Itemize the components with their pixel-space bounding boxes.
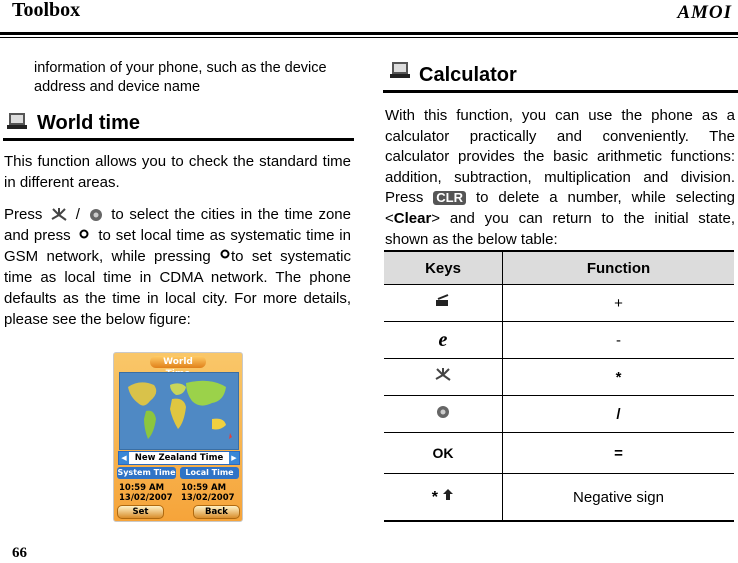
next-zone-icon[interactable]: ▶ bbox=[229, 452, 239, 464]
table-row bbox=[384, 285, 734, 322]
para2-select: to select the cities in the time zone and press bbox=[4, 206, 351, 244]
table-row bbox=[384, 474, 734, 522]
world-time-para1: This function allows you to check the standard time in different areas. bbox=[4, 153, 351, 191]
section-heading-calculator: Calculator bbox=[419, 64, 517, 86]
local-date-value: 13/02/2007 bbox=[181, 493, 235, 503]
function-value: * bbox=[503, 359, 735, 396]
para2-cdma: to set systematic time as local time in CDMA network. The phone defaults as the time in local city. For more details, please see the below figure: bbox=[4, 248, 352, 328]
ok-key-icon bbox=[75, 228, 93, 244]
section-icon bbox=[389, 61, 410, 80]
page-number: 66 bbox=[12, 545, 27, 561]
zone-selector[interactable] bbox=[118, 451, 240, 465]
camera-key-icon bbox=[86, 206, 106, 224]
section-heading-world-time: World time bbox=[37, 112, 140, 134]
para2-gsm: to set local time as systematic time in GSM network, while pressing bbox=[4, 227, 351, 265]
clear-word: Clear bbox=[393, 209, 432, 227]
prev-zone-icon[interactable]: ◀ bbox=[119, 452, 129, 464]
zone-name: New Zealand Time bbox=[134, 453, 224, 463]
world-map-graphic bbox=[120, 373, 238, 449]
shift-key-icon bbox=[442, 488, 454, 502]
function-value: / bbox=[503, 396, 735, 433]
calc-para-c: > and you can return to the initial state, shown as the below table: bbox=[385, 209, 735, 248]
ok-key-label: OK bbox=[432, 444, 454, 461]
brand-logo: AMOI bbox=[677, 2, 732, 23]
world-time-para2 bbox=[4, 204, 351, 330]
table-row bbox=[384, 322, 734, 359]
header-rule-thin bbox=[0, 37, 738, 38]
ok-key-icon bbox=[219, 249, 231, 265]
camera-key-icon bbox=[434, 404, 452, 420]
browser-key-icon: e bbox=[438, 328, 448, 351]
col-function: Function bbox=[503, 251, 735, 285]
section-rule bbox=[3, 138, 354, 141]
clr-key-icon: CLR bbox=[433, 191, 466, 205]
calc-para-b: to delete a number, while selecting < bbox=[385, 189, 735, 227]
calc-para-a: With this function, you can use the phone as a calculator practically and conveniently. The calculator provides the basic arithmetic functions: addition, subtraction, multiplication and division. Press bbox=[385, 107, 735, 207]
star-key-icon bbox=[433, 367, 453, 383]
header-rule bbox=[0, 32, 738, 35]
col-keys: Keys bbox=[384, 251, 503, 285]
system-time-value: 10:59 AM bbox=[119, 483, 165, 493]
calculator-para bbox=[385, 106, 735, 250]
back-button[interactable]: Back bbox=[193, 505, 240, 519]
tab-system-time[interactable]: System Time bbox=[117, 468, 176, 477]
function-value: Negative sign bbox=[503, 474, 735, 522]
table-row bbox=[384, 396, 734, 433]
send-key-icon bbox=[434, 294, 452, 308]
system-date-value: 13/02/2007 bbox=[119, 493, 173, 503]
world-map bbox=[119, 372, 239, 450]
function-value: = bbox=[503, 433, 735, 474]
star-key-icon bbox=[48, 206, 70, 224]
para2-press: Press bbox=[4, 206, 43, 223]
tab-local-time[interactable]: Local Time bbox=[180, 467, 239, 479]
para2-slash: / bbox=[75, 206, 80, 223]
table-row bbox=[384, 359, 734, 396]
calculator-keys-table bbox=[384, 250, 734, 522]
screen-title: World bbox=[150, 356, 206, 368]
table-row bbox=[384, 433, 734, 474]
set-button[interactable]: Set bbox=[117, 505, 164, 519]
function-value: - bbox=[503, 322, 735, 359]
world-time-screenshot bbox=[113, 352, 243, 522]
section-icon bbox=[6, 112, 27, 131]
intro-text: information of your phone, such as the device address and device name bbox=[34, 60, 327, 95]
chapter-title: Toolbox bbox=[12, 0, 81, 21]
section-rule bbox=[383, 90, 738, 93]
function-value: + bbox=[503, 285, 735, 322]
star-key-label: * bbox=[431, 488, 439, 506]
local-time-value: 10:59 AM bbox=[181, 483, 227, 493]
